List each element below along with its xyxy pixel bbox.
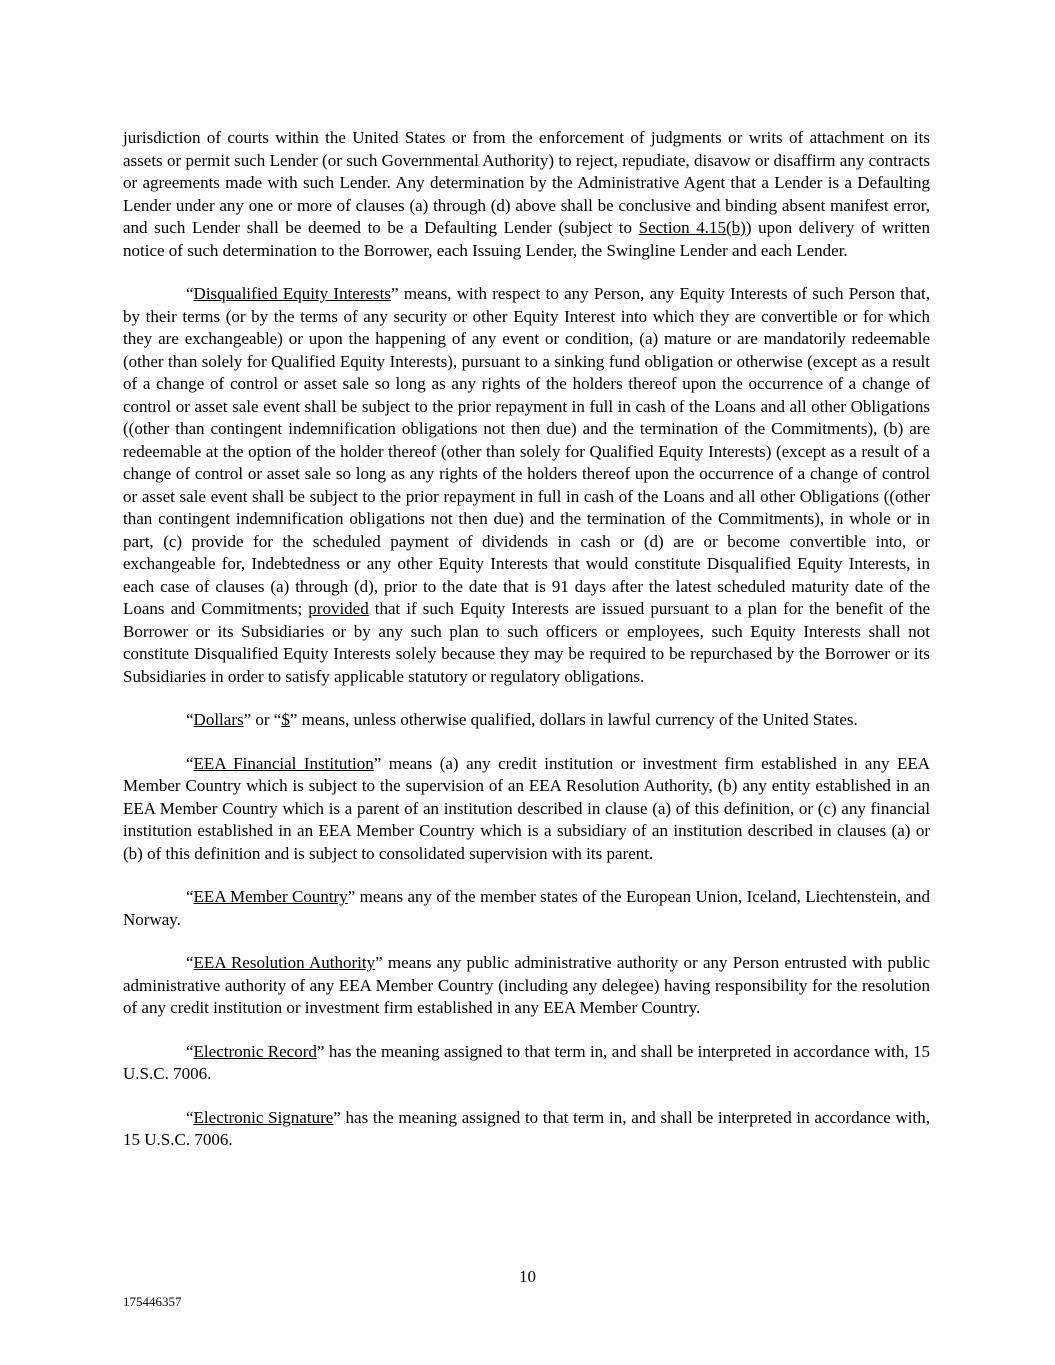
text-run: ” means, unless otherwise qualified, dollars in lawful currency of the United States. bbox=[289, 710, 858, 729]
text-run: ) upon delivery of written notice of such determination to the Borrower, each Issuing Lender, the Swingline Lender and each Lender. bbox=[123, 218, 930, 260]
defined-term: Electronic Record bbox=[193, 1041, 317, 1061]
defined-term: Section 4.15(b) bbox=[638, 218, 746, 237]
document-id: 175446357 bbox=[123, 1294, 182, 1309]
defined-term: EEA Member Country bbox=[193, 887, 348, 906]
text-run: “ bbox=[186, 753, 194, 773]
text-run: ” or “ bbox=[243, 710, 282, 729]
defined-term: EEA Financial Institution bbox=[193, 753, 374, 773]
paragraph bbox=[123, 753, 930, 866]
text-run: “ bbox=[186, 887, 194, 906]
defined-term: provided bbox=[308, 599, 369, 618]
defined-term: Dollars bbox=[193, 710, 244, 729]
page-number: 10 bbox=[519, 1267, 536, 1286]
text-run: “ bbox=[186, 953, 194, 972]
defined-term: Disqualified Equity Interests bbox=[193, 284, 392, 303]
text-run: ” means any of the member states of the European Union, Iceland, Liechtenstein, and Norway. bbox=[123, 887, 931, 929]
paragraph bbox=[123, 952, 930, 1020]
paragraph bbox=[123, 709, 930, 732]
document-body bbox=[123, 127, 930, 1152]
defined-term: $ bbox=[281, 710, 290, 729]
text-run: “ bbox=[186, 710, 194, 729]
paragraph bbox=[123, 283, 930, 688]
paragraph bbox=[123, 886, 930, 931]
paragraph bbox=[123, 1107, 930, 1152]
text-run: ” has the meaning assigned to that term in, and shall be interpreted in accordance with, 15 U.S.C. 7006. bbox=[123, 1041, 930, 1083]
text-run: jurisdiction of courts within the United States or from the enforcement of judgments or writs of attachment on its assets or permit such Lender (or such Governmental Authority) to reject, repudiate, disavow or disaffirm any contracts or agreements made with such Lender. Any determination by the Administrative Agent that a Lender is a Defaulting Lender under any one or more of clauses (a) through (d) above shall be conclusive and binding absent manifest error, and such Lender shall be deemed to be a Defaulting Lender (subject to bbox=[123, 128, 930, 237]
text-run: ” means, with respect to any Person, any Equity Interests of such Person that, by their terms (or by the terms of any security or other Equity Interest into which they are convertible or for which they are exchangeable) or upon the happening of any event or condition, (a) mature or are mandatorily redeemable (other than solely for Qualified Equity Interests), pursuant to a sinking fund obligation or otherwise (except as a result of a change of control or asset sale so long as any rights of the holders thereof upon the occurrence of a change of control or asset sale event shall be subject to the prior repayment in full in cash of the Loans and all other Obligations ((other than contingent indemnification obligations not then due) and the termination of the Commitments), (b) are redeemable at the option of the holder thereof (other than solely for Qualified Equity Interests) (except as a result of a change of control or asset sale so long as any rights of the holders thereof upon the occurrence of a change of control or asset sale event shall be subject to the prior repayment in full in cash of the Loans and all other Obligations ((other than contingent indemnification obligations not then due) and the termination of the Commitments), in whole or in part, (c) provide for the scheduled payment of dividends in cash or (d) are or become convertible into, or exchangeable for, Indebtedness or any other Equity Interests that would constitute Disqualified Equity Interests, in each case of clauses (a) through (d), prior to the date that is 91 days after the latest scheduled maturity date of the Loans and Commitments; bbox=[123, 284, 930, 618]
defined-term: EEA Resolution Authority bbox=[193, 953, 376, 972]
text-run: ” means any public administrative authority or any Person entrusted with public administrative authority of any EEA Member Country (including any delegee) having responsibility for the resolution of any credit institution or investment firm established in any EEA Member Country. bbox=[123, 953, 930, 1017]
paragraph bbox=[123, 127, 930, 262]
paragraph bbox=[123, 1041, 930, 1086]
text-run: “ bbox=[186, 1107, 194, 1127]
text-run: ” means (a) any credit institution or investment firm established in any EEA Member Country which is subject to the supervision of an EEA Resolution Authority, (b) any entity established in an EEA Member Country which is a parent of an institution described in clause (a) of this definition, or (c) any financial institution established in an EEA Member Country which is a subsidiary of an institution described in clauses (a) or (b) of this definition and is subject to consolidated supervision with its parent. bbox=[123, 753, 931, 863]
defined-term: Electronic Signature bbox=[193, 1107, 334, 1127]
text-run: ” has the meaning assigned to that term in, and shall be interpreted in accordance with, 15 U.S.C. 7006. bbox=[123, 1107, 930, 1149]
text-run: that if such Equity Interests are issued pursuant to a plan for the benefit of the Borrower or its Subsidiaries or by any such plan to such officers or employees, such Equity Interests shall not constitute Disqualified Equity Interests solely because they may be required to be repurchased by the Borrower or its Subsidiaries in order to satisfy applicable statutory or regulatory obligations. bbox=[123, 599, 930, 686]
text-run: “ bbox=[186, 1041, 194, 1061]
text-run: “ bbox=[186, 284, 194, 303]
